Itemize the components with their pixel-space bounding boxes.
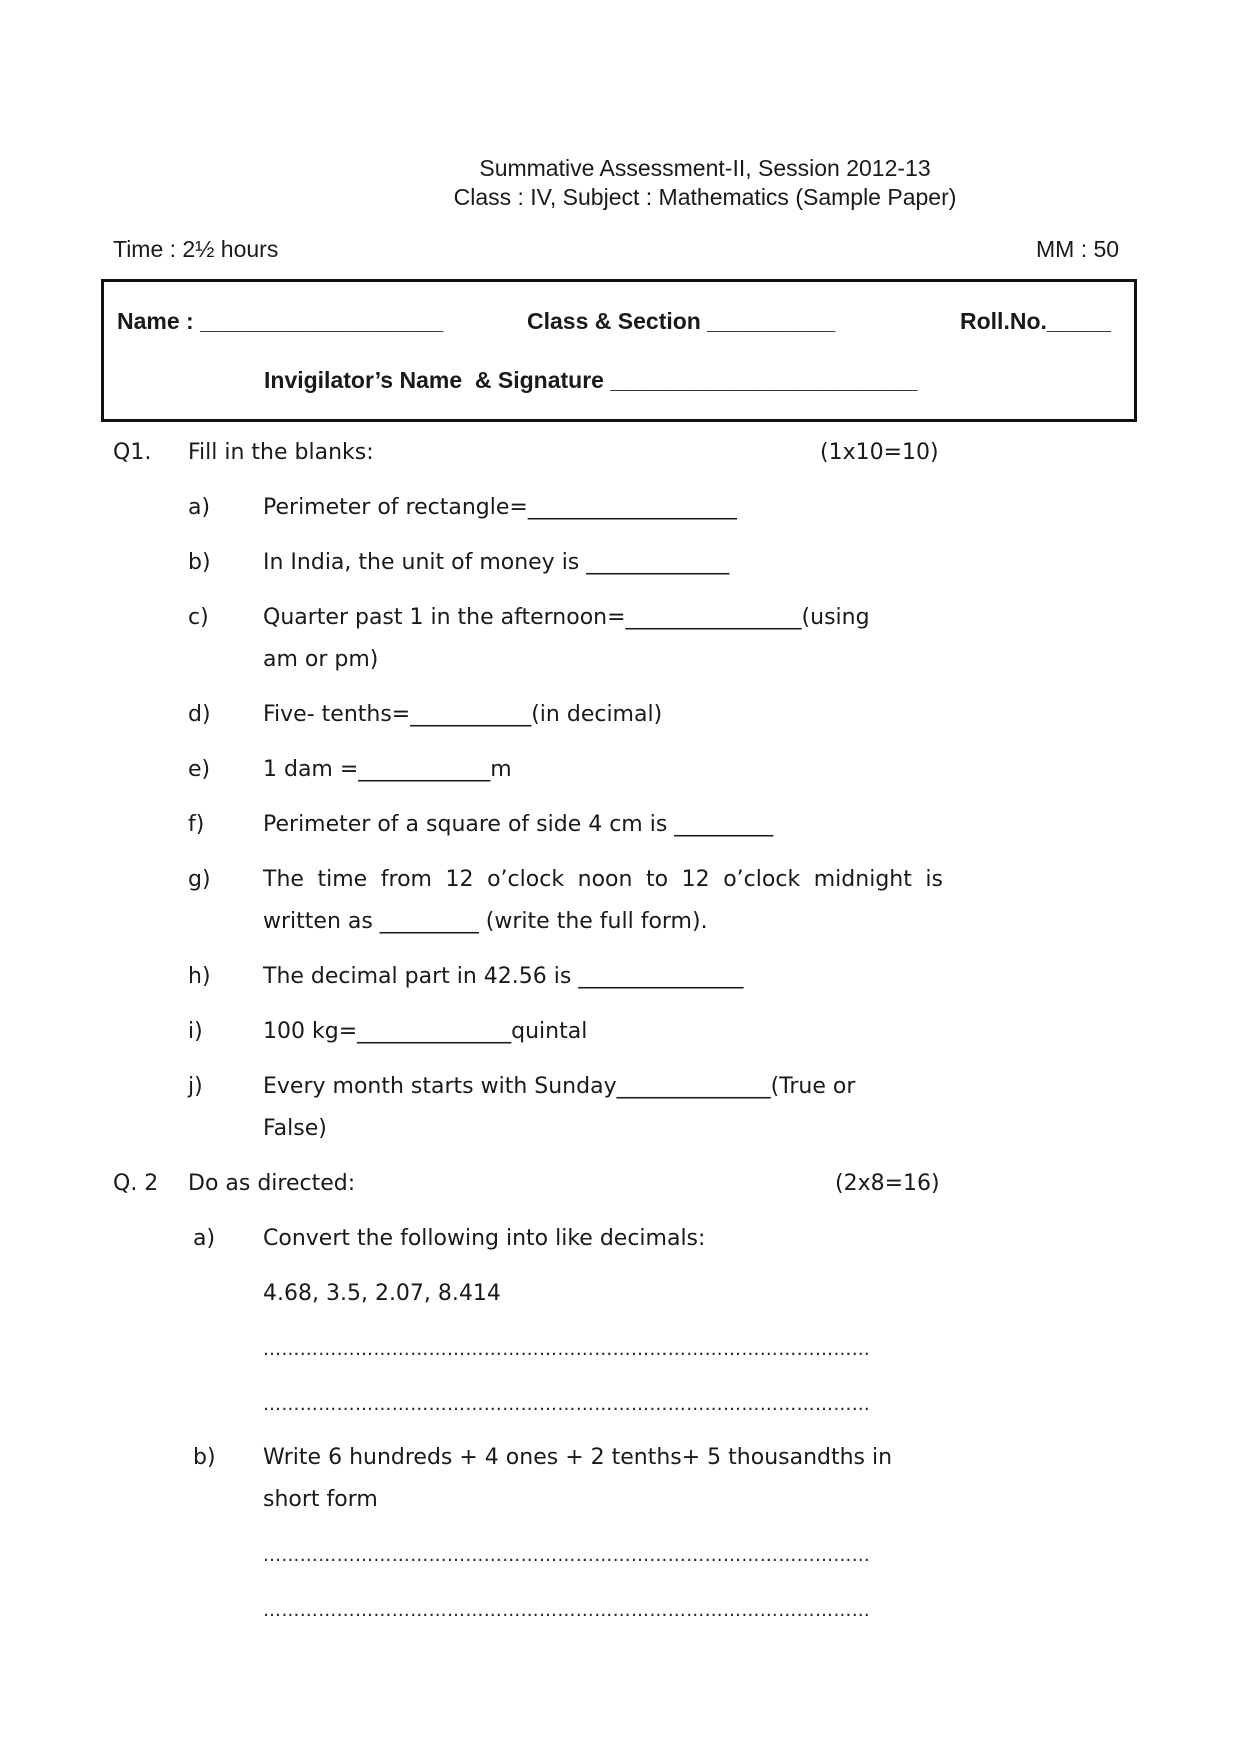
time-allowed: Time : 2½ hours xyxy=(113,236,279,262)
q1-number: Q1. xyxy=(113,440,152,465)
q1-item-text: Quarter past 1 in the afternoon=________________(using xyxy=(263,605,870,630)
q1-item-text: The decimal part in 42.56 is _______________ xyxy=(263,964,744,989)
q2-item-label: a) xyxy=(193,1226,216,1251)
q2-number: Q. 2 xyxy=(113,1171,159,1196)
q1-item-text: The time from 12 o’clock noon to 12 o’clock midnight is xyxy=(263,867,943,892)
answer-line[interactable]: ……………………………………………………………………………………… xyxy=(263,1394,871,1415)
q2-item-text-cont: 4.68, 3.5, 2.07, 8.414 xyxy=(263,1281,501,1306)
q1-item-label: g) xyxy=(188,867,211,892)
q2-title: Do as directed: xyxy=(188,1171,356,1196)
q1-item-label: a) xyxy=(188,495,211,520)
q2-item-text: Convert the following into like decimals: xyxy=(263,1226,706,1251)
q2-item-label: b) xyxy=(193,1445,216,1470)
q1-item-text: 1 dam =____________m xyxy=(263,757,512,782)
q1-item-text: Perimeter of rectangle=___________________ xyxy=(263,495,737,520)
q1-item-label: b) xyxy=(188,550,211,575)
name-field[interactable]: Name : ___________________ xyxy=(117,308,444,334)
q1-item-text-cont: am or pm) xyxy=(263,647,379,672)
invigilator-field[interactable]: Invigilator’s Name & Signature ________________________ xyxy=(264,367,918,393)
q1-item-text-cont: written as _________ (write the full form). xyxy=(263,909,708,934)
q1-title: Fill in the blanks: xyxy=(188,440,374,465)
q1-item-text-cont: False) xyxy=(263,1116,327,1141)
answer-line[interactable]: ……………………………………………………………………………………… xyxy=(263,1545,871,1566)
q1-item-label: j) xyxy=(188,1074,203,1099)
class-section-field[interactable]: Class & Section __________ xyxy=(527,308,836,334)
q1-item-label: i) xyxy=(188,1019,203,1044)
answer-line[interactable]: ……………………………………………………………………………………… xyxy=(263,1600,871,1621)
roll-no-field[interactable]: Roll.No._____ xyxy=(960,308,1111,334)
student-info-box xyxy=(101,279,1137,422)
q1-item-label: f) xyxy=(188,812,205,837)
q1-item-text: Every month starts with Sunday______________(True or xyxy=(263,1074,856,1099)
q1-item-label: d) xyxy=(188,702,211,727)
q1-item-label: h) xyxy=(188,964,211,989)
answer-line[interactable]: ……………………………………………………………………………………… xyxy=(263,1339,871,1360)
q1-item-label: e) xyxy=(188,757,211,782)
paper-title-line1: Summative Assessment-II, Session 2012-13 xyxy=(479,155,931,181)
q1-item-text: Five- tenths=___________(in decimal) xyxy=(263,702,663,727)
q1-item-label: c) xyxy=(188,605,209,630)
q1-item-text: 100 kg=______________quintal xyxy=(263,1019,588,1044)
q2-item-text-cont: short form xyxy=(263,1487,378,1512)
q1-item-text: Perimeter of a square of side 4 cm is _________ xyxy=(263,812,774,837)
q2-marks: (2x8=16) xyxy=(835,1171,940,1196)
q1-marks: (1x10=10) xyxy=(820,440,939,465)
max-marks: MM : 50 xyxy=(1036,236,1120,262)
q2-item-text: Write 6 hundreds + 4 ones + 2 tenths+ 5 thousandths in xyxy=(263,1445,893,1470)
q1-item-text: In India, the unit of money is _____________ xyxy=(263,550,730,575)
paper-title-line2: Class : IV, Subject : Mathematics (Sample Paper) xyxy=(453,184,957,210)
